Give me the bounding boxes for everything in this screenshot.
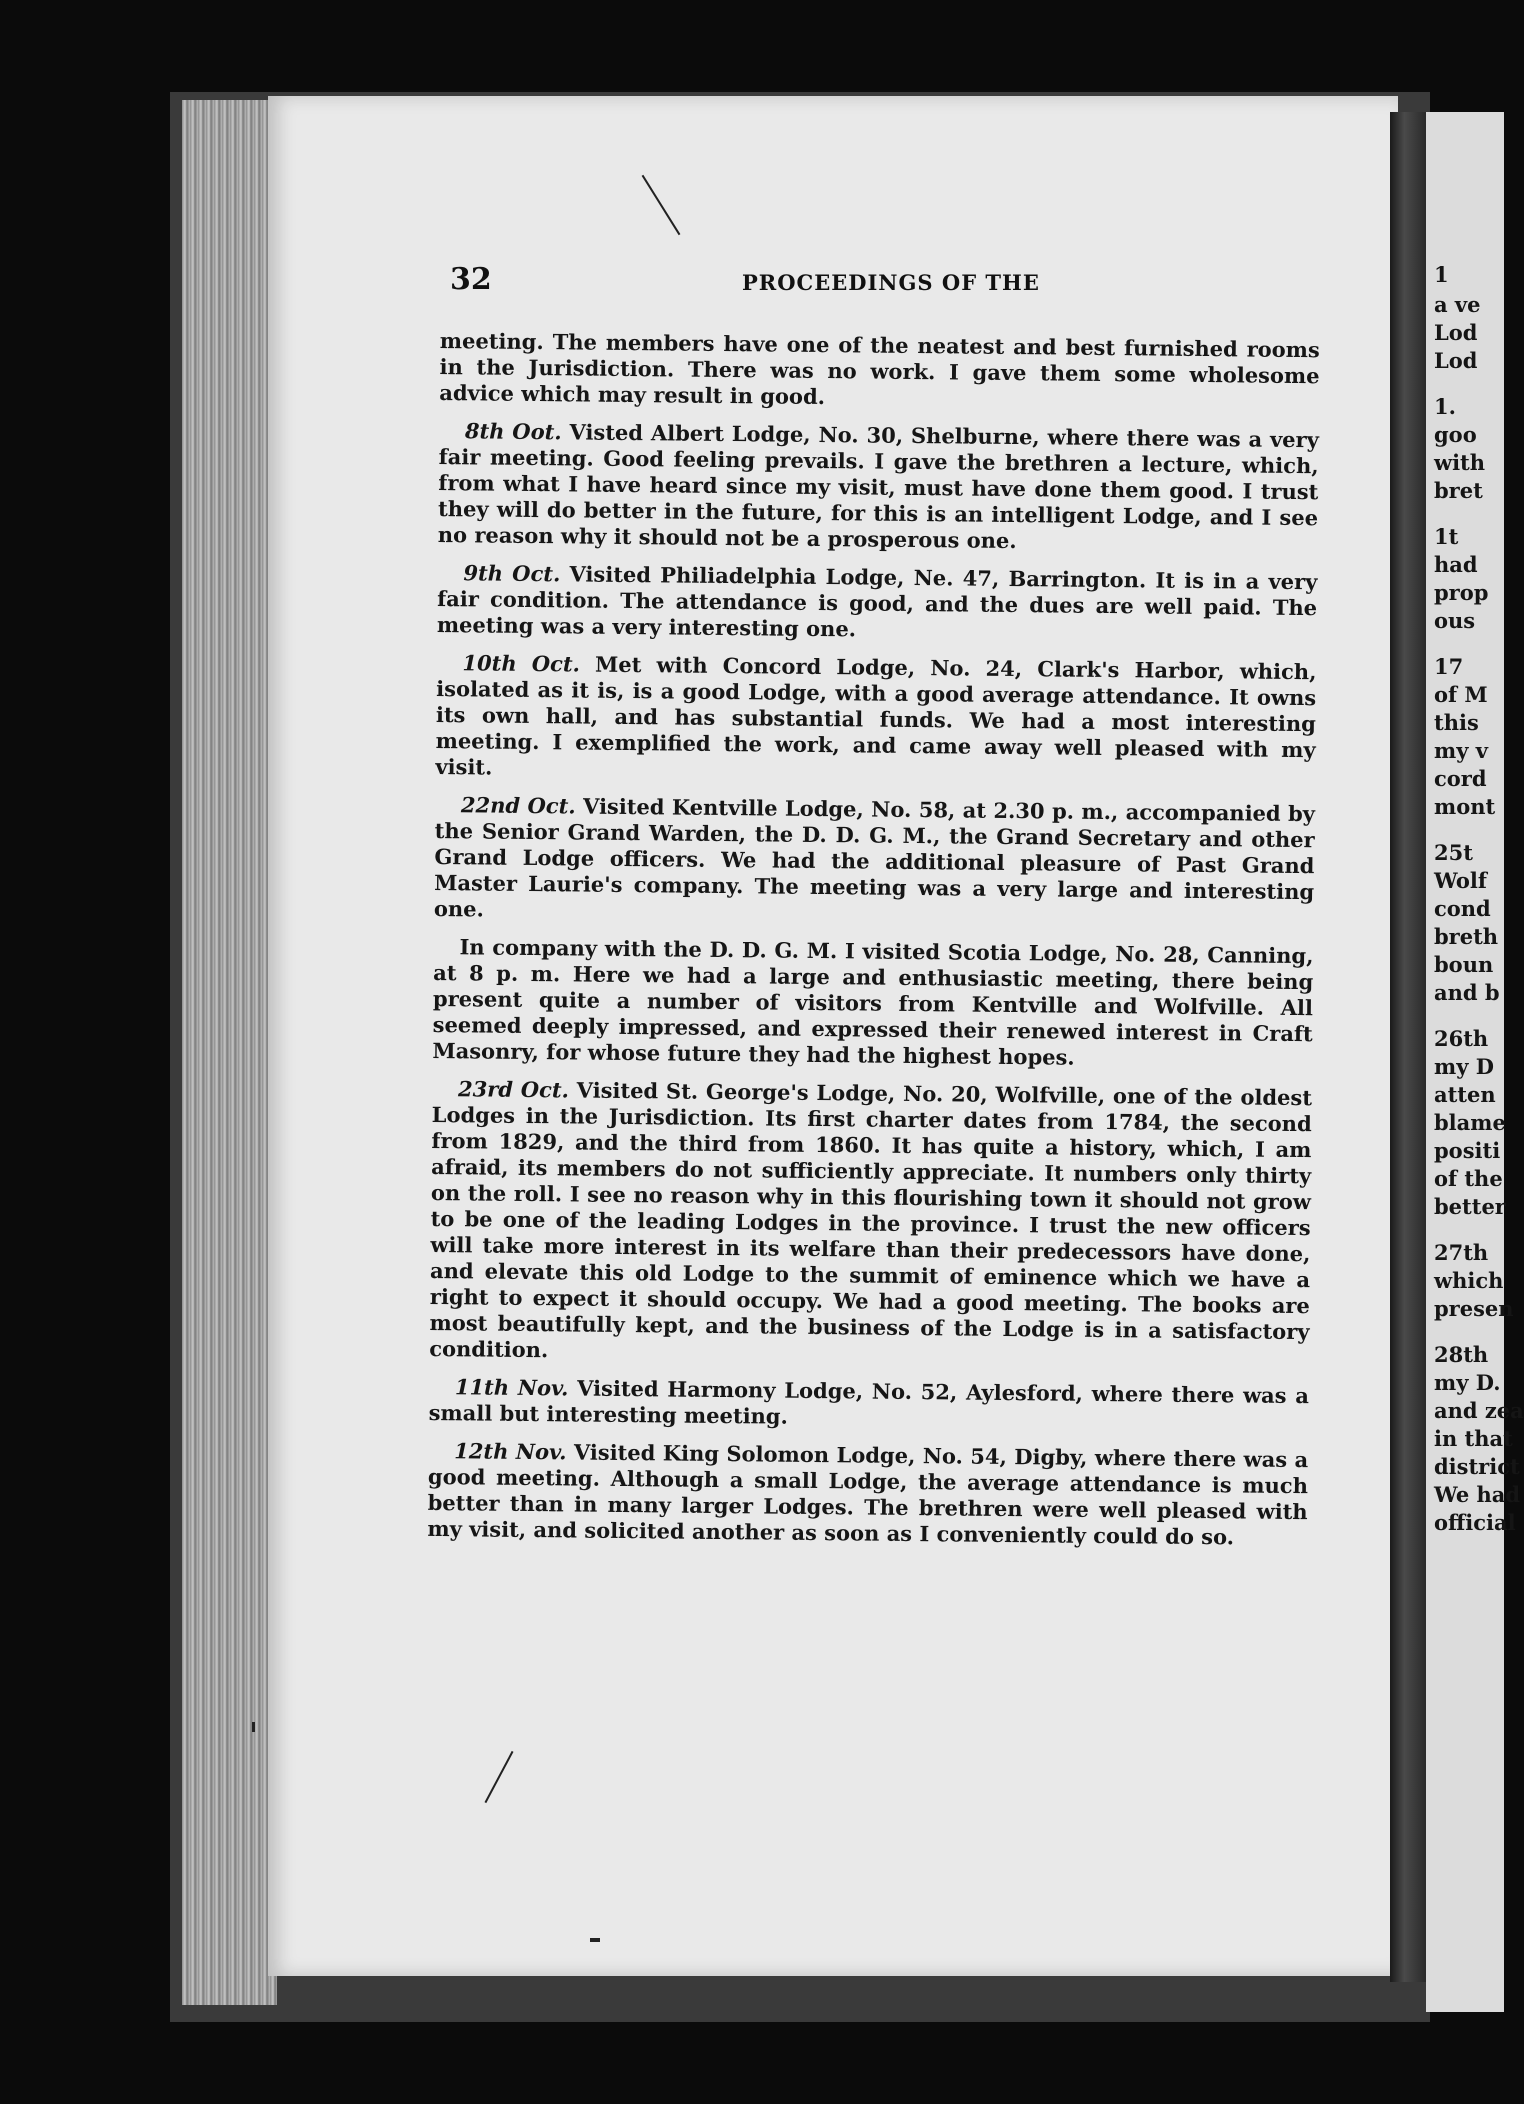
next-page-fragment: goo [1434, 422, 1477, 447]
next-page-fragment: bret [1434, 478, 1483, 503]
next-page-fragment: boun [1434, 952, 1494, 977]
next-page-fragment: 26th [1434, 1026, 1489, 1051]
paragraph [439, 328, 1320, 415]
next-page-fragment: Lod [1434, 348, 1478, 373]
paragraph-text: Visited Kentville Lodge, No. 58, at 2.30 p. m., accompanied by the Senior Grand Warden, the D. D. G. M., the Grand Secretary and other Grand Lodge officers. We had the additional pleasure of Past Grand Master Laurie's company. The meeting was a very large and interesting one. [433, 793, 1316, 922]
next-page-fragment: cond [1434, 896, 1491, 921]
next-page-fragment: prop [1434, 580, 1489, 605]
entry-date: 9th Oct. [463, 560, 561, 587]
next-page-fragment: my v [1434, 738, 1488, 763]
paragraph [435, 650, 1316, 789]
next-page-fragment: mont [1434, 794, 1496, 819]
paragraph-text: Visited St. George's Lodge, No. 20, Wolfville, one of the oldest Lodges in the Jurisdiction. Its first charter dates from 1784, the second from 1829, and the third from 1860. It has quite a history, which, I am afraid, its members do not sufficiently appreciate. It numbers only thirty on the roll. I see no reason why in this flourishing town it should not grow to be one of the leading Lodges in the province. I trust the new officers will take more interest in its welfare than their predecessors have done, and elevate this old Lodge to the summit of eminence which we have a right to expect it should occupy. We had a good meeting. The books are most beautifully kept, and the business of the Lodge is in a satisfactory condition. [429, 1077, 1313, 1363]
paragraph [429, 1076, 1312, 1371]
next-page-fragment: my D [1434, 1054, 1494, 1079]
entry-date: 22nd Oct. [460, 792, 576, 819]
next-page-fragment: of M [1434, 682, 1488, 707]
next-page-fragment: of the [1434, 1166, 1503, 1191]
next-page-fragment: 1t [1434, 524, 1459, 549]
next-page-fragment: 27th [1434, 1240, 1489, 1265]
body-text [427, 328, 1320, 1563]
running-head: PROCEEDINGS OF THE [742, 270, 1040, 295]
next-page-fragment: my D. [1434, 1370, 1501, 1395]
right-page-edge [1426, 112, 1524, 2012]
next-page-fragment: which [1434, 1268, 1504, 1293]
paragraph-text: Visited Harmony Lodge, No. 52, Aylesford, where there was a small but interesting meeting. [428, 1375, 1310, 1429]
page-number: 32 [450, 262, 492, 297]
page-header [0, 262, 1504, 302]
book-gutter [1390, 112, 1426, 1982]
paragraph-text: meeting. The members have one of the neatest and best furnished rooms in the Jurisdiction. There was no work. I gave them some wholesome advice which may result in good. [439, 328, 1320, 410]
next-page-fragment: We had [1434, 1482, 1521, 1507]
next-page-fragment: and zea [1434, 1398, 1524, 1423]
next-page-fragment: with [1434, 450, 1486, 475]
next-page-fragment: in that [1434, 1426, 1513, 1451]
paragraph [434, 792, 1315, 931]
next-page-fragment: official [1434, 1510, 1516, 1535]
next-page-fragment: blame [1434, 1110, 1506, 1135]
paragraph-text: Met with Concord Lodge, No. 24, Clark's Harbor, which, isolated as it is, is a good Lodge, with a good average attendance. It owns its own hall, and has substantial funds. We had a most interesting meeting. I exemplified the work, and came away well pleased with my visit. [435, 651, 1317, 780]
next-page-fragment: presen [1434, 1296, 1514, 1321]
entry-date: 12th Nov. [454, 1438, 567, 1465]
next-page-fragment: cord [1434, 766, 1487, 791]
paragraph-text: Visited King Solomon Lodge, No. 54, Digby, where there was a good meeting. Although a small Lodge, the average attendance is much better than in many larger Lodges. The brethren were well pleased with my visit, and solicited another as soon as I conveniently could do so. [427, 1439, 1309, 1550]
page-edges [182, 100, 277, 2005]
paragraph [427, 1438, 1308, 1551]
next-page-fragment: atten [1434, 1082, 1496, 1107]
entry-date: 10th Oct. [462, 650, 581, 677]
paragraph [438, 418, 1319, 557]
next-page-fragment: a ve [1434, 292, 1481, 317]
paragraph-text: Visted Albert Lodge, No. 30, Shelburne, where there was a very fair meeting. Good feeling prevails. I gave the brethren a lecture, which, from what I have heard since my visit, must have done them good. I trust they will do better in the future, for this is an intelligent Lodge, and I see no reason why it should not be a prosperous one. [437, 419, 1320, 554]
next-page-fragment: 28th [1434, 1342, 1489, 1367]
next-page-fragment: Wolf [1434, 868, 1487, 893]
next-page-fragment: and b [1434, 980, 1500, 1005]
next-page-fragment: breth [1434, 924, 1499, 949]
next-page-fragment: this [1434, 710, 1479, 735]
next-page-fragment: 1. [1434, 394, 1456, 419]
next-page-fragment: better [1434, 1194, 1506, 1219]
entry-date: 8th Oot. [464, 418, 562, 445]
paragraph [429, 1374, 1309, 1435]
scan-mark [590, 1938, 600, 1942]
next-page-fragment: 17 [1434, 654, 1464, 679]
next-page-fragment: Lod [1434, 320, 1478, 345]
next-page-fragment: positi [1434, 1138, 1501, 1163]
paragraph [432, 934, 1313, 1073]
next-page-fragment: 1 [1434, 262, 1449, 287]
next-page-fragment: 25t [1434, 840, 1473, 865]
paragraph-text: In company with the D. D. G. M. I visited Scotia Lodge, No. 28, Canning, at 8 p. m. Here we had a large and enthusiastic meeting, there being present quite a number of visitors from Kentville and Wolfville. All seemed deeply impressed, and expressed their renewed interest in Craft Masonry, for whose future they had the highest hopes. [432, 934, 1314, 1070]
scan-mark [252, 1722, 255, 1732]
paragraph [437, 560, 1318, 647]
entry-date: 11th Nov. [454, 1374, 569, 1401]
next-page-fragment: district [1434, 1454, 1520, 1479]
next-page-fragment: had [1434, 552, 1478, 577]
entry-date: 23rd Oct. [457, 1076, 570, 1103]
paragraph-text: Visited Philiadelphia Lodge, Ne. 47, Barrington. It is in a very fair condition. The attendance is good, and the dues are well paid. The meeting was a very interesting one. [436, 561, 1318, 642]
next-page-fragment: ous [1434, 608, 1476, 633]
